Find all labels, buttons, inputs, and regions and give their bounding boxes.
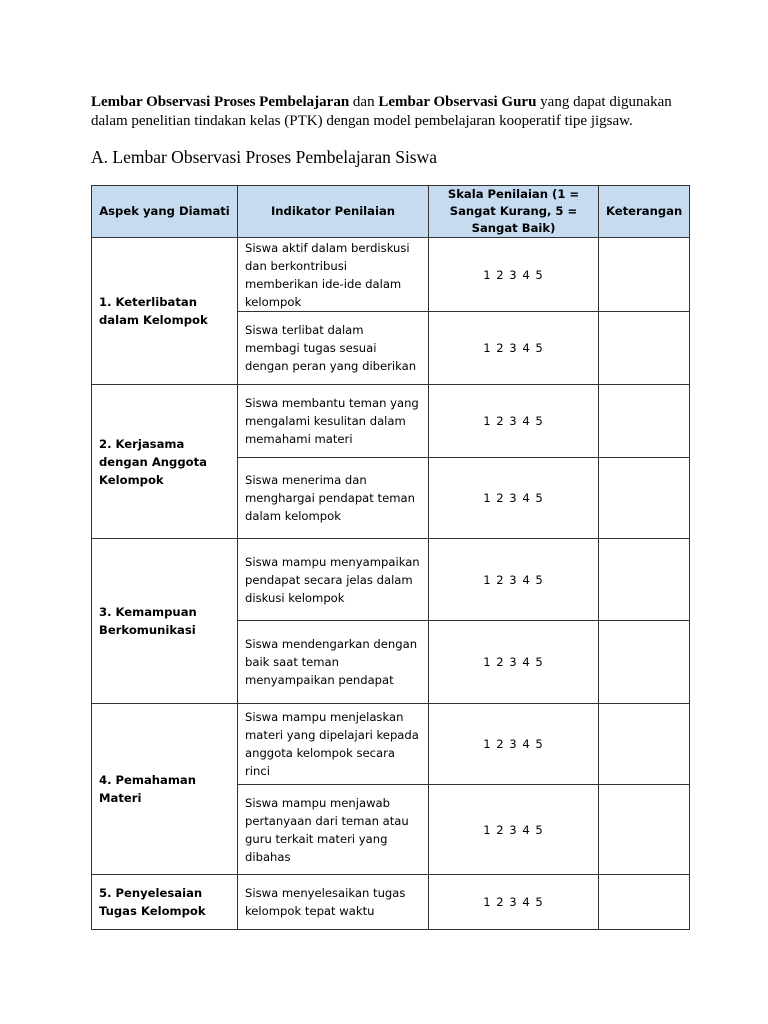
scale-cell: 1 2 3 4 5 — [429, 385, 599, 458]
aspect-cell: 5. Penyelesaian Tugas Kelompok — [92, 875, 238, 930]
note-cell — [599, 312, 690, 385]
header-indicator: Indikator Penilaian — [238, 186, 429, 238]
table-row — [92, 875, 690, 930]
intro-bold-2: Lembar Observasi Guru — [378, 94, 537, 110]
scale-cell: 1 2 3 4 5 — [429, 458, 599, 539]
note-cell — [599, 785, 690, 875]
indicator-cell: Siswa menyelesaikan tugas kelompok tepat waktu — [238, 875, 429, 930]
scale-cell: 1 2 3 4 5 — [429, 875, 599, 930]
indicator-cell: Siswa mampu menjelaskan materi yang dipelajari kepada anggota kelompok secara rinci — [238, 704, 429, 785]
table-row — [92, 385, 690, 458]
intro-text-1: dan — [349, 94, 379, 110]
aspect-cell: 2. Kerjasama dengan Anggota Kelompok — [92, 385, 238, 539]
intro-bold-1: Lembar Observasi Proses Pembelajaran — [91, 94, 350, 110]
note-cell — [599, 875, 690, 930]
indicator-cell: Siswa mendengarkan dengan baik saat teman menyampaikan pendapat — [238, 621, 429, 704]
indicator-cell: Siswa membantu teman yang mengalami kesulitan dalam memahami materi — [238, 385, 429, 458]
note-cell — [599, 621, 690, 704]
header-aspect: Aspek yang Diamati — [92, 186, 238, 238]
scale-cell: 1 2 3 4 5 — [429, 312, 599, 385]
indicator-cell: Siswa mampu menjawab pertanyaan dari teman atau guru terkait materi yang dibahas — [238, 785, 429, 875]
indicator-cell: Siswa aktif dalam berdiskusi dan berkontribusi memberikan ide-ide dalam kelompok — [238, 238, 429, 312]
observation-table — [91, 185, 690, 930]
intro-paragraph — [91, 93, 691, 131]
note-cell — [599, 385, 690, 458]
scale-cell: 1 2 3 4 5 — [429, 785, 599, 875]
note-cell — [599, 238, 690, 312]
scale-cell: 1 2 3 4 5 — [429, 238, 599, 312]
scale-cell: 1 2 3 4 5 — [429, 621, 599, 704]
table-row — [92, 238, 690, 312]
scale-cell: 1 2 3 4 5 — [429, 539, 599, 621]
aspect-cell: 3. Kemampuan Berkomunikasi — [92, 539, 238, 704]
section-heading: A. Lembar Observasi Proses Pembelajaran Siswa — [91, 147, 438, 167]
table-row — [92, 704, 690, 785]
note-cell — [599, 458, 690, 539]
indicator-cell: Siswa menerima dan menghargai pendapat teman dalam kelompok — [238, 458, 429, 539]
table-header-row — [92, 186, 690, 238]
header-scale: Skala Penilaian (1 = Sangat Kurang, 5 = Sangat Baik) — [429, 186, 599, 238]
header-note: Keterangan — [599, 186, 690, 238]
note-cell — [599, 704, 690, 785]
table-row — [92, 539, 690, 621]
indicator-cell: Siswa terlibat dalam membagi tugas sesuai dengan peran yang diberikan — [238, 312, 429, 385]
aspect-cell: 4. Pemahaman Materi — [92, 704, 238, 875]
intro-text-2: yang dapat digunakan dalam penelitian tindakan kelas (PTK) dengan model pembelajaran kooperatif tipe jigsaw. — [91, 94, 672, 129]
scale-cell: 1 2 3 4 5 — [429, 704, 599, 785]
aspect-cell: 1. Keterlibatan dalam Kelompok — [92, 238, 238, 385]
note-cell — [599, 539, 690, 621]
indicator-cell: Siswa mampu menyampaikan pendapat secara jelas dalam diskusi kelompok — [238, 539, 429, 621]
